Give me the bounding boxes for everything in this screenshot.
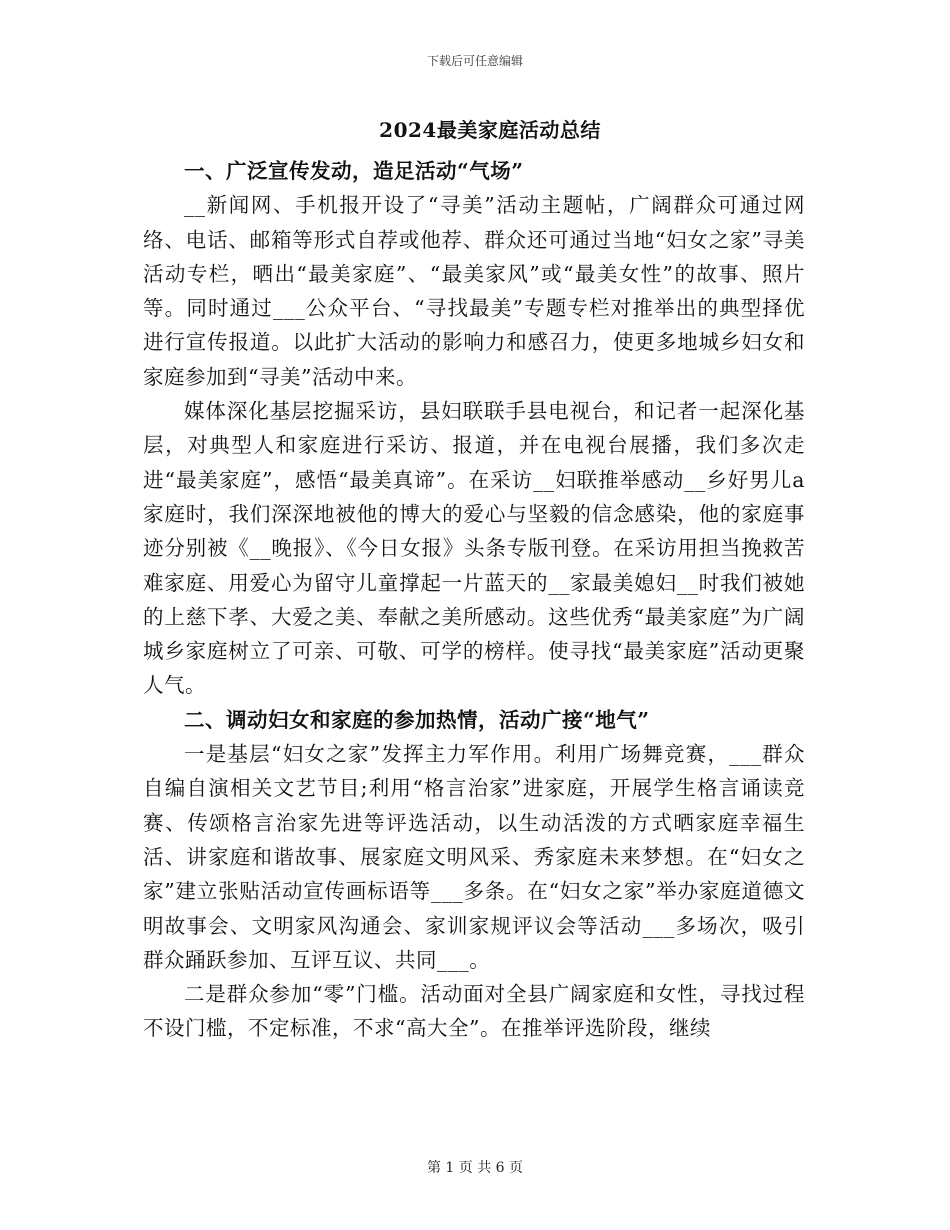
paragraph: 一是基层“妇女之家”发挥主力军作用。利用广场舞竞赛，___群众自编自演相关文艺节目;利用“格言治家”进家庭，开展学生格言诵读竞赛、传颂格言治家先进等评选活动，以生动活泼的方式晒家庭幸福生活、讲家庭和谐故事、展家庭文明风采、秀家庭未来梦想。在“妇女之家”建立张贴活动宣传画标语等___多条。在“妇女之家”举办家庭道德文明故事会、文明家风沟通会、家训家规评议会等活动___多场次，吸引群众踊跃参加、互评互议、共同___。: [143, 742, 805, 972]
document-body: [143, 154, 805, 1046]
section-heading-1: 一、广泛宣传发动，造足活动“气场”: [184, 159, 524, 183]
paragraph: __新闻网、手机报开设了“寻美”活动主题帖，广阔群众可通过网络、电话、邮箱等形式自荐或他荐、群众还可通过当地“妇女之家”寻美活动专栏，晒出“最美家庭”、“最美家风”或“最美女性”的故事、照片等。同时通过___公众平台、“寻找最美”专题专栏对推举出的典型择优进行宣传报道。以此扩大活动的影响力和感召力，使更多地城乡妇女和家庭参加到“寻美”活动中来。: [143, 193, 805, 389]
paragraph: 二是群众参加“零”门槛。活动面对全县广阔家庭和女性，寻找过程不设门槛，不定标准，不求“高大全”。在推举评选阶段，继续: [143, 982, 805, 1041]
page-number-footer: 第 1 页 共 6 页: [426, 1160, 524, 1176]
section-heading-2: 二、调动妇女和家庭的参加热情，活动广接“地气”: [184, 707, 650, 732]
page-header-note: 下载后可任意编辑: [426, 54, 523, 68]
paragraph: 媒体深化基层挖掘采访，县妇联联手县电视台，和记者一起深化基层，对典型人和家庭进行采访、报道，并在电视台展播，我们多次走进“最美家庭”，感悟“最美真谛”。在采访__妇联推举感动__乡好男儿a家庭时，我们深深地被他的博大的爱心与坚毅的信念感染，他的家庭事迹分别被《__晚报》、《今日女报》头条专版刊登。在采访用担当挽救苦难家庭、用爱心为留守儿童撑起一片蓝天的__家最美媳妇__时我们被她的上慈下孝、大爱之美、奉献之美所感动。这些优秀“最美家庭”为广阔城乡家庭树立了可亲、可敬、可学的榜样。使寻找“最美家庭”活动更聚人气。: [143, 399, 805, 698]
document-title: 2024最美家庭活动总结: [379, 118, 601, 142]
